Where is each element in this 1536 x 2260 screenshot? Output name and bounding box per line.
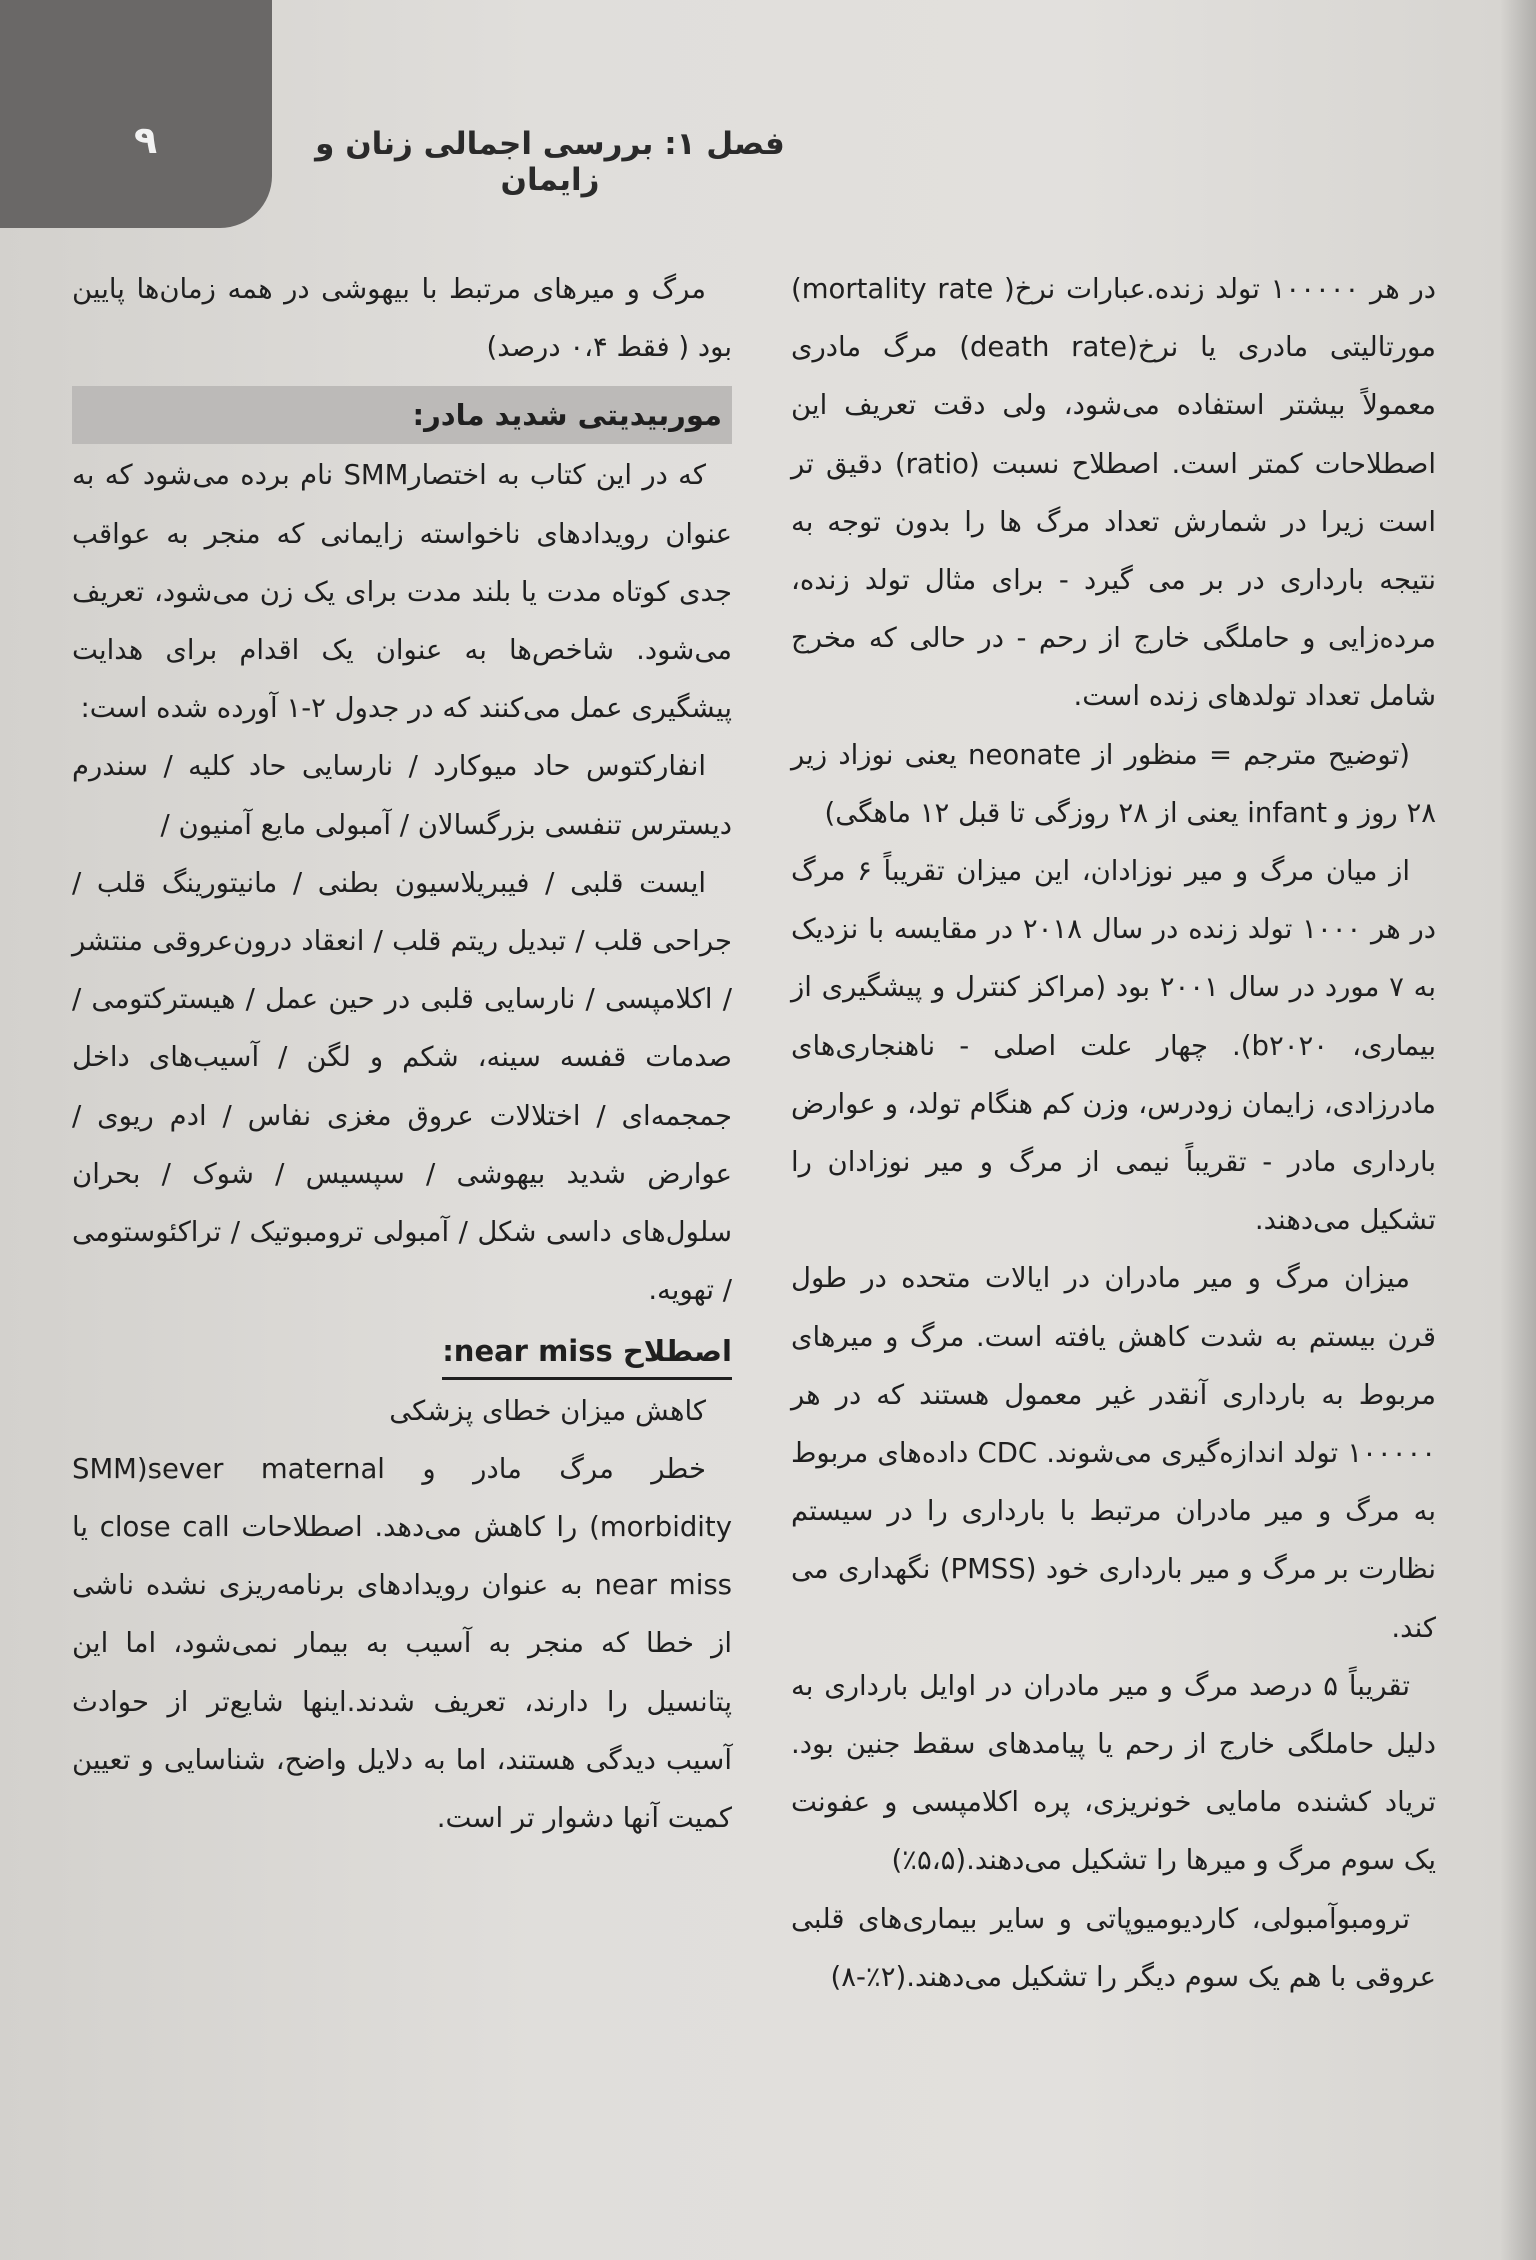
paragraph: ایست قلبی / فیبریلاسیون بطنی / مانیتورینگ قلب / جراحی قلب / تبدیل ریتم قلب / انعقاد درون‌عروقی منتشر / اکلامپسی / نارسایی قلبی در حین عمل / هیسترکتومی / صدمات قفسه سینه، شکم و لگن / آسیب‌های داخل جمجمه‌ای / اختلالات عروق مغزی نفاس / ادم ریوی / عوارض شدید بیهوشی / سپسیس / شوک / بحران سلول‌های داسی شکل / آمبولی ترومبوتیک / تراکئوستومی / تهویه. <box>72 866 732 1307</box>
paragraph: خطر مرگ مادر و SMM)sever maternal morbidity) را کاهش می‌دهد. اصطلاحات close call یا near miss به عنوان رویدادهای برنامه‌ریزی نشده ناشی از خطا که منجر به آسیب به بیمار نمی‌شود، اما این پتانسیل را دارند، تعریف شدند.اینها شایع‌تر از حوادث آسیب دیدگی هستند، اما به دلایل واضح، شناسایی و تعیین کمیت آنها دشوار تر است. <box>72 1452 732 1835</box>
left-column <box>72 260 732 1847</box>
paragraph: در هر ۱۰۰۰۰۰ تولد زنده.عبارات نرخ( mortality rate) مورتالیتی مادری یا نرخ(death rate) مرگ مادری معمولاً بیشتر استفاده می‌شود، ولی دقت تعریف این اصطلاحات کمتر است. اصطلاح نسبت (ratio) دقیق تر است زیرا در شمارش تعداد مرگ ها را بدون توجه به نتیجه بارداری در بر می گیرد - برای مثال تولد زنده، مرده‌زایی و حاملگی خارج از رحم - در حالی که مخرج شامل تعداد تولدهای زنده است. <box>791 273 1436 713</box>
paragraph: انفارکتوس حاد میوکارد / نارسایی حاد کلیه / سندرم دیسترس تنفسی بزرگسالان / آمبولی مایع آمنیون / <box>72 750 732 841</box>
page-edge-shadow <box>1500 0 1536 2260</box>
chapter-title: فصل ۱: بررسی اجمالی زنان و زایمان <box>315 126 785 198</box>
page-number: ۹ <box>134 118 158 162</box>
subheading: اصطلاح near miss: <box>442 1325 732 1380</box>
section-heading: موربیدیتی شدید مادر: <box>72 386 732 444</box>
paragraph: تقریباً ۵ درصد مرگ و میر مادران در اوایل بارداری به دلیل حاملگی خارج از رحم یا پیامدهای سقط جنین بود. تریاد کشنده مامایی خونریزی، پره اکلامپسی و عفونت یک سوم مرگ و میرها را تشکیل می‌دهند.(۵،۵٪) <box>791 1669 1436 1877</box>
page-number-tab <box>0 0 272 228</box>
paragraph: (توضیح مترجم = منظور از neonate یعنی نوزاد زیر ۲۸ روز و infant یعنی از ۲۸ روزگی تا قبل ۱۲ ماهگی) <box>791 738 1436 829</box>
paragraph: ترومبوآمبولی، کاردیومیوپاتی و سایر بیماری‌های قلبی عروقی با هم یک سوم دیگر را تشکیل می‌دهند.(۲٪-۸) <box>791 1902 1436 1993</box>
paragraph: که در این کتاب به اختصارSMM نام برده می‌شود که به عنوان رویدادهای ناخواسته زایمانی که منجر به عواقب جدی کوتاه مدت یا بلند مدت برای یک زن می‌شود، تعریف می‌شود. شاخص‌ها به عنوان یک اقدام برای هدایت پیشگیری عمل می‌کنند که در جدول ۲-۱ آورده شده است: <box>72 459 732 725</box>
paragraph: میزان مرگ و میر مادران در ایالات متحده در طول قرن بیستم به شدت کاهش یافته است. مرگ و میرهای مربوط به بارداری آنقدر غیر معمول هستند که در هر ۱۰۰۰۰۰ تولد اندازه‌گیری می‌شوند. CDC داده‌های مربوط به مرگ و میر مادران مرتبط با بارداری را در سیستم نظارت بر مرگ و میر بارداری خود (PMSS) نگهداری می کند. <box>791 1262 1437 1644</box>
paragraph: کاهش میزان خطای پزشکی <box>389 1394 706 1427</box>
right-column <box>791 260 1436 2006</box>
paragraph: از میان مرگ و میر نوزادان، این میزان تقریباً ۶ مرگ در هر ۱۰۰۰ تولد زنده در سال ۲۰۱۸ در مقایسه با نزدیک به ۷ مورد در سال ۲۰۰۱ بود (مراکز کنترل و پیشگیری از بیماری، b۲۰۲۰). چهار علت اصلی - ناهنجاری‌های مادرزادی، زایمان زودرس، وزن کم هنگام تولد، و عوارض بارداری مادر - تقریباً نیمی از مرگ و میر نوزادان را تشکیل می‌دهند. <box>791 855 1437 1237</box>
subheading-wrapper <box>72 1319 732 1381</box>
paragraph: مرگ و میرهای مرتبط با بیهوشی در همه زمان‌ها پایین بود ( فقط ۰،۴ درصد) <box>72 273 732 364</box>
